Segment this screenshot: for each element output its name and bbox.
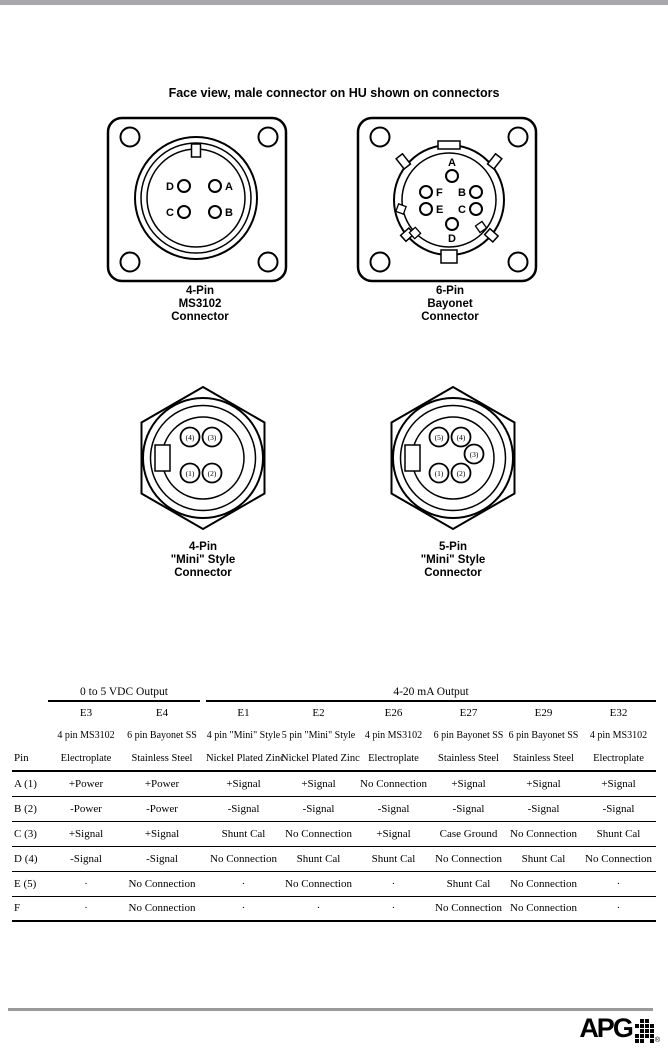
col-code: E29 bbox=[534, 707, 553, 719]
pin-cell: A (1) bbox=[12, 771, 48, 796]
bayonet-lug bbox=[488, 154, 502, 169]
col-code: E26 bbox=[384, 707, 403, 719]
col-code: E4 bbox=[155, 707, 169, 719]
pin-label-a: A bbox=[448, 157, 456, 169]
style-header-row bbox=[12, 724, 656, 746]
apg-logo-dot-matrix-icon bbox=[635, 1019, 654, 1043]
empty-cell bbox=[12, 724, 48, 746]
cell: No Connection bbox=[124, 871, 200, 896]
col-material: Electroplate bbox=[48, 746, 124, 771]
table-row-e bbox=[12, 871, 656, 896]
col-style: 5 pin "Mini" Style bbox=[281, 729, 356, 741]
pin-label-b: B bbox=[458, 187, 466, 199]
cell: -Power bbox=[48, 796, 124, 821]
pin-label-a: A bbox=[225, 181, 233, 193]
cell: No Connection bbox=[281, 871, 356, 896]
table-row-c bbox=[12, 821, 656, 846]
col-code: E27 bbox=[459, 707, 478, 719]
cell: No Connection bbox=[581, 846, 656, 871]
pin-label-e: E bbox=[436, 204, 444, 216]
mini-4pin-connector-diagram bbox=[123, 386, 283, 534]
page-title: Face view, male connector on HU shown on connectors bbox=[168, 86, 500, 100]
bottom-tab bbox=[441, 250, 457, 263]
col-material: Stainless Steel bbox=[124, 746, 200, 771]
cell: -Signal bbox=[356, 796, 431, 821]
pinout-table bbox=[12, 682, 656, 922]
cell: -Signal bbox=[206, 796, 281, 821]
col-code: E2 bbox=[312, 707, 325, 719]
cell: · bbox=[581, 896, 656, 921]
col-style: 6 pin Bayonet SS bbox=[433, 729, 504, 741]
cell: -Signal bbox=[48, 846, 124, 871]
keyway-notch bbox=[192, 144, 201, 157]
caption-line: 6-Pin bbox=[435, 285, 465, 297]
pin-header: Pin bbox=[12, 746, 48, 771]
cell: +Power bbox=[48, 771, 124, 796]
pin-label-f: F bbox=[436, 187, 443, 199]
cell: +Signal bbox=[431, 771, 506, 796]
caption-line: "Mini" Style bbox=[420, 554, 486, 566]
table-row-b bbox=[12, 796, 656, 821]
cell: -Signal bbox=[431, 796, 506, 821]
cell: Shunt Cal bbox=[431, 871, 506, 896]
pin-label-3: (3) bbox=[469, 450, 479, 459]
bayonet-caption bbox=[355, 285, 545, 324]
cell: · bbox=[356, 871, 431, 896]
cell: · bbox=[206, 896, 281, 921]
caption-line: Connector bbox=[424, 567, 482, 579]
bottom-divider-rule bbox=[8, 1008, 653, 1011]
caption-line: 4-Pin bbox=[188, 541, 218, 553]
col-style: 6 pin Bayonet SS bbox=[508, 729, 579, 741]
bayonet-lug bbox=[396, 154, 410, 169]
table-row-d bbox=[12, 846, 656, 871]
group-header-vdc: 0 to 5 VDC Output bbox=[48, 682, 200, 701]
caption-line: MS3102 bbox=[178, 298, 222, 310]
empty-cell bbox=[12, 682, 48, 701]
cell: +Signal bbox=[48, 821, 124, 846]
cell: · bbox=[281, 896, 356, 921]
pin-cell: E (5) bbox=[12, 871, 48, 896]
cell: No Connection bbox=[506, 896, 581, 921]
col-style: 6 pin Bayonet SS bbox=[127, 729, 197, 741]
col-material: Stainless Steel bbox=[506, 746, 581, 771]
cell: Shunt Cal bbox=[356, 846, 431, 871]
cell: Shunt Cal bbox=[581, 821, 656, 846]
cell: +Signal bbox=[581, 771, 656, 796]
col-style: 4 pin "Mini" Style bbox=[206, 729, 281, 741]
top-gray-bar bbox=[0, 0, 668, 5]
col-material: Nickel Plated Zinc bbox=[206, 746, 281, 771]
pin-label-b: B bbox=[225, 207, 233, 219]
col-code: E1 bbox=[237, 707, 250, 719]
pin-label-3: (3) bbox=[207, 433, 217, 442]
cell: -Signal bbox=[581, 796, 656, 821]
pin-cell: F bbox=[12, 896, 48, 921]
col-style: 4 pin MS3102 bbox=[57, 729, 115, 741]
caption-line: Connector bbox=[421, 311, 479, 323]
cell: No Connection bbox=[431, 896, 506, 921]
empty-cell bbox=[12, 701, 48, 724]
pin-label-4: (4) bbox=[185, 433, 195, 442]
col-material: Electroplate bbox=[581, 746, 656, 771]
col-code: E32 bbox=[609, 707, 628, 719]
apg-logo bbox=[579, 1013, 660, 1044]
cell: +Signal bbox=[124, 821, 200, 846]
cell: Case Ground bbox=[431, 821, 506, 846]
material-header-row bbox=[12, 746, 656, 771]
cell: · bbox=[356, 896, 431, 921]
cell: +Power bbox=[124, 771, 200, 796]
cell: +Signal bbox=[206, 771, 281, 796]
pin-label-5: (5) bbox=[434, 433, 444, 442]
pin-label-1: (1) bbox=[185, 469, 195, 478]
cell: · bbox=[206, 871, 281, 896]
caption-line: Bayonet bbox=[427, 298, 473, 310]
cell: · bbox=[48, 896, 124, 921]
col-material: Nickel Plated Zinc bbox=[281, 746, 356, 771]
group-header-row bbox=[12, 682, 656, 701]
inner-notch bbox=[396, 204, 406, 214]
top-notch bbox=[438, 141, 460, 149]
pin-label-c: C bbox=[166, 207, 174, 219]
mini4-caption bbox=[123, 541, 283, 580]
table-row-f bbox=[12, 896, 656, 921]
cell: +Signal bbox=[281, 771, 356, 796]
table-row-a bbox=[12, 771, 656, 796]
code-header-row bbox=[12, 701, 656, 724]
cell: +Signal bbox=[356, 821, 431, 846]
cell: No Connection bbox=[431, 846, 506, 871]
pin-cell: C (3) bbox=[12, 821, 48, 846]
caption-line: Connector bbox=[171, 311, 229, 323]
cell: Shunt Cal bbox=[506, 846, 581, 871]
cell: No Connection bbox=[506, 821, 581, 846]
keyway-notch bbox=[405, 445, 420, 471]
ms3102-4pin-connector-diagram bbox=[105, 116, 295, 286]
keyway-notch bbox=[155, 445, 170, 471]
cell: Shunt Cal bbox=[281, 846, 356, 871]
pin-cell: D (4) bbox=[12, 846, 48, 871]
cell: -Power bbox=[124, 796, 200, 821]
pin-label-2: (2) bbox=[456, 469, 466, 478]
pin-label-c: C bbox=[458, 204, 466, 216]
pin-label-2: (2) bbox=[207, 469, 217, 478]
caption-line: Connector bbox=[174, 567, 232, 579]
cell: · bbox=[581, 871, 656, 896]
caption-line: "Mini" Style bbox=[170, 554, 236, 566]
caption-line: 4-Pin bbox=[185, 285, 215, 297]
cell: +Signal bbox=[506, 771, 581, 796]
cell: -Signal bbox=[124, 846, 200, 871]
cell: No Connection bbox=[206, 846, 281, 871]
col-material: Electroplate bbox=[356, 746, 431, 771]
cell: Shunt Cal bbox=[206, 821, 281, 846]
pin-label-d: D bbox=[448, 233, 456, 245]
pin-label-1: (1) bbox=[434, 469, 444, 478]
cell: No Connection bbox=[356, 771, 431, 796]
col-code: E3 bbox=[79, 707, 93, 719]
bayonet-6pin-connector-diagram bbox=[355, 116, 545, 286]
group-header-ma: 4-20 mA Output bbox=[206, 682, 656, 701]
mini5-caption bbox=[373, 541, 533, 580]
registered-mark: ® bbox=[654, 1037, 660, 1044]
col-material: Stainless Steel bbox=[431, 746, 506, 771]
col-style: 4 pin MS3102 bbox=[364, 729, 423, 741]
cell: No Connection bbox=[124, 896, 200, 921]
pin-label-4: (4) bbox=[456, 433, 466, 442]
cell: No Connection bbox=[506, 871, 581, 896]
caption-line: 5-Pin bbox=[438, 541, 468, 553]
cell: No Connection bbox=[281, 821, 356, 846]
apg-logo-text: APG bbox=[579, 1013, 632, 1043]
cell: -Signal bbox=[281, 796, 356, 821]
col-style: 4 pin MS3102 bbox=[589, 729, 648, 741]
cell: -Signal bbox=[506, 796, 581, 821]
pin-cell: B (2) bbox=[12, 796, 48, 821]
mini-5pin-connector-diagram bbox=[373, 386, 533, 534]
ms3102-caption bbox=[105, 285, 295, 324]
pin-label-d: D bbox=[166, 181, 174, 193]
cell: · bbox=[48, 871, 124, 896]
